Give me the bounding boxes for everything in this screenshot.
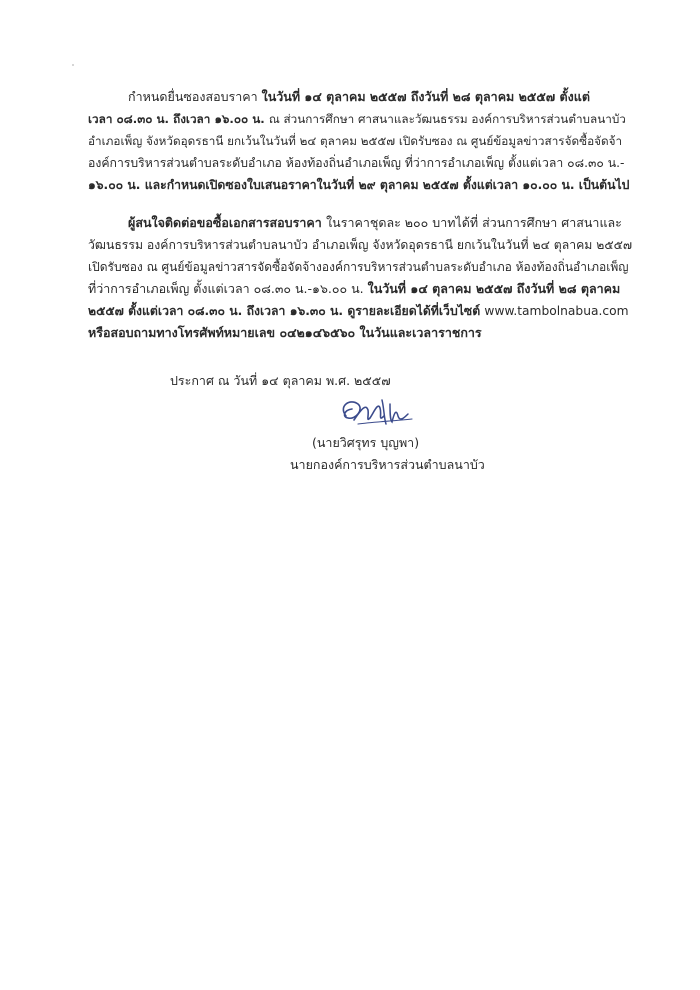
para2-line [88,278,633,300]
para2-text: วัฒนธรรม องค์การบริหารส่วนตำบลนาบัว อำเภอเพ็ญ จังหวัดอุดรธานี ยกเว้นในวันที่ ๒๔ ตุลาคม ๒๕๕๗ [88,238,633,252]
para2-line [88,300,633,322]
para1-text: กำหนดยื่นซองสอบราคา [128,89,262,104]
para2-text: ในวันที่ ๑๔ ตุลาคม ๒๕๕๗ ถึงวันที่ ๒๘ ตุลาคม [367,281,621,296]
para2-line [88,322,633,344]
para2-text: ในราคาชุดละ ๒๐๐ บาทได้ที่ ส่วนการศึกษา ศาสนาและ [326,215,622,230]
para2-text: ผู้สนใจติดต่อขอซื้อเอกสารสอบราคา [128,215,327,230]
scan-speck [72,64,74,66]
para1-line [88,130,633,152]
signer-name: (นายวิศรุทร บุญพา) [312,435,420,450]
para2-line [88,234,633,256]
para1-line [88,108,633,130]
para2-text: หรือสอบถามทางโทรศัพท์หมายเลข ๐๔๒๑๔๖๕๖๐ ในวันและเวลาราชการ [88,325,482,340]
para1-line [88,152,633,174]
signature-image [328,394,428,434]
para1-text: เวลา ๐๘.๓๐ น. ถึงเวลา ๑๖.๐๐ น. [88,112,269,126]
para2-line [88,212,633,234]
para1-text: อำเภอเพ็ญ จังหวัดอุดรธานี ยกเว้นในวันที่ ๒๔ ตุลาคม ๒๕๕๗ เปิดรับซอง ณ ศูนย์ข้อมูลข่าวสารจัดซื้อจัดจ้า [88,134,623,148]
para1-line [88,174,633,196]
para2-text: ที่ว่าการอำเภอเพ็ญ ตั้งแต่เวลา ๐๘.๓๐ น.-๑๖.๐๐ น. [88,281,368,296]
submission-paragraph [88,86,633,196]
signer-title: นายกองค์การบริหารส่วนตำบลนาบัว [290,457,485,472]
para2-text: ดูรายละเอียดได้ที่เว็บไซต์ [347,304,485,318]
para1-text: ณ ส่วนการศึกษา ศาสนาและวัฒนธรรม องค์การบริหารส่วนตำบลนาบัว [268,112,626,126]
announcement-date: ประกาศ ณ วันที่ ๑๔ ตุลาคม พ.ศ. ๒๕๕๗ [170,373,391,388]
purchase-paragraph [88,212,633,344]
para2-text: ๒๕๕๗ ตั้งแต่เวลา ๐๘.๓๐ น. ถึงเวลา ๑๖.๓๐ น. [88,304,348,318]
para2-text: เปิดรับซอง ณ ศูนย์ข้อมูลข่าวสารจัดซื้อจัดจ้างองค์การบริหารส่วนตำบลระดับอำเภอ ห้องท้องถิ่นอำเภอเพ็ญ [88,260,629,274]
para1-text: องค์การบริหารส่วนตำบลระดับอำเภอ ห้องท้องถิ่นอำเภอเพ็ญ ที่ว่าการอำเภอเพ็ญ ตั้งแต่เวลา ๐๘.๓๐ น.- [88,156,625,170]
para1-text: ๑๖.๐๐ น. และกำหนดเปิดซองใบเสนอราคาในวันที่ ๒๙ ตุลาคม ๒๕๕๗ ตั้งแต่เวลา ๑๐.๐๐ น. เป็นต้นไป [88,178,630,192]
para2-text: www.tambolnabua.com [484,304,629,318]
para2-line [88,256,633,278]
para1-line [88,86,633,108]
para1-text: ในวันที่ ๑๔ ตุลาคม ๒๕๕๗ ถึงวันที่ ๒๘ ตุลาคม ๒๕๕๗ ตั้งแต่ [261,89,590,104]
